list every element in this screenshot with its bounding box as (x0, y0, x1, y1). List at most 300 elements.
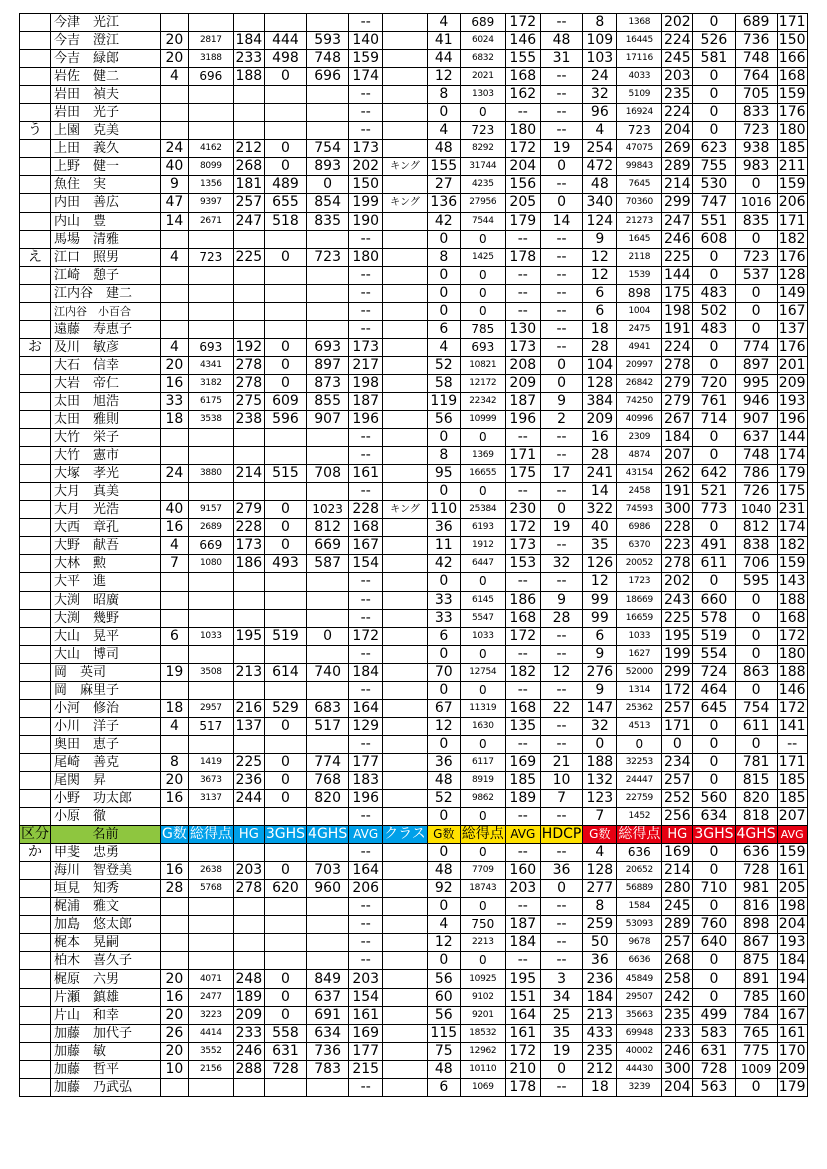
stat-cell (264, 591, 306, 609)
stat-cell: 781 (735, 753, 777, 771)
stat-cell (383, 140, 428, 158)
stat-cell: 202 (349, 158, 383, 176)
stat-cell: 2118 (617, 248, 662, 266)
stat-cell: 92 (427, 880, 460, 898)
stat-cell: 28 (540, 609, 583, 627)
stat-cell: 623 (693, 140, 735, 158)
stat-cell: 257 (662, 934, 693, 952)
stat-cell: 6986 (617, 519, 662, 537)
stat-cell: 234 (662, 753, 693, 771)
kana-group-cell (20, 50, 51, 68)
stat-cell: 228 (233, 519, 264, 537)
stat-cell: -- (540, 266, 583, 284)
stat-cell: -- (540, 338, 583, 356)
stat-cell: 27956 (460, 194, 505, 212)
stat-cell: 5547 (460, 609, 505, 627)
stat-cell: 1004 (617, 302, 662, 320)
table-row (20, 122, 808, 140)
stat-cell: 194 (778, 970, 806, 987)
stat-cell: 7645 (617, 176, 662, 194)
stat-cell: 69948 (617, 1024, 662, 1042)
table-row (20, 465, 808, 483)
stat-cell: 897 (307, 356, 349, 374)
stat-cell: 168 (349, 519, 383, 537)
stat-cell: -- (505, 302, 540, 320)
stat-cell: 0 (264, 970, 306, 988)
stat-cell (383, 1060, 428, 1078)
stat-cell: 554 (693, 645, 735, 663)
stat-cell: 710 (693, 880, 735, 898)
stat-cell: 515 (264, 465, 306, 483)
player-name-cell: 梶浦 雅文 (51, 898, 161, 916)
stat-cell: 784 (735, 1006, 777, 1024)
stat-cell (383, 988, 428, 1006)
stat-cell: 7 (161, 555, 189, 573)
header-g1-total: 総得点 (189, 826, 232, 843)
stat-cell: 209 (778, 1060, 806, 1077)
stat-cell: 4 (427, 122, 460, 140)
stat-cell: -- (540, 573, 583, 591)
stat-cell: 10110 (460, 1060, 505, 1078)
stat-cell (307, 898, 349, 916)
kana-group-cell (20, 86, 51, 104)
stat-cell: 0 (693, 735, 735, 753)
player-name-cell: 大山 晃平 (51, 627, 161, 645)
player-name-cell: 今吉 緑郎 (51, 50, 161, 68)
stat-cell: 190 (349, 212, 383, 230)
stat-cell: 8 (583, 14, 617, 32)
stat-cell: 1033 (617, 627, 662, 645)
stat-cell: 835 (307, 212, 349, 230)
kana-group-cell (20, 1024, 51, 1042)
stat-cell: 818 (735, 808, 777, 826)
stat-cell: 0 (540, 1060, 583, 1078)
stat-cell: 4 (583, 122, 617, 140)
kana-group-cell (20, 699, 51, 717)
stat-cell: 208 (505, 356, 540, 374)
stat-cell: 24 (161, 140, 189, 158)
stat-cell: 20 (161, 771, 189, 789)
stat-cell: 36 (540, 862, 583, 880)
stat-cell: 723 (735, 248, 777, 266)
stat-cell (383, 627, 428, 645)
stat-cell (307, 266, 349, 284)
stat-cell (383, 465, 428, 483)
stat-cell: 0 (264, 68, 306, 86)
stat-cell: 67 (427, 699, 460, 717)
table-row (20, 1006, 808, 1024)
stat-cell (383, 1006, 428, 1024)
stat-cell: 0 (693, 266, 735, 284)
stat-cell: 103 (583, 50, 617, 68)
stat-cell: 693 (307, 338, 349, 356)
header-g1-avg: AVG (349, 826, 383, 844)
stat-cell: 736 (307, 1042, 349, 1060)
stat-cell: -- (349, 429, 383, 447)
stat-cell: 19 (540, 519, 583, 537)
stat-cell: 517 (307, 717, 349, 735)
player-name-cell: 海川 智登美 (51, 862, 161, 880)
stat-cell: 20652 (617, 862, 662, 880)
stat-cell (264, 302, 306, 320)
stat-cell: 213 (583, 1006, 617, 1024)
stat-cell (264, 447, 306, 465)
stat-cell: 175 (505, 465, 540, 483)
stat-cell: 262 (662, 465, 693, 483)
stat-cell: 238 (233, 411, 264, 429)
table-row (20, 645, 808, 663)
stat-cell (161, 916, 189, 934)
stat-cell (383, 1042, 428, 1060)
kana-group-cell (20, 537, 51, 555)
table-row (20, 790, 808, 808)
table-row (20, 862, 808, 880)
stat-cell (383, 1024, 428, 1042)
stat-cell: 960 (307, 880, 349, 898)
stat-cell: 8919 (460, 771, 505, 789)
stat-cell: 611 (735, 717, 777, 735)
kana-group-cell (20, 320, 51, 338)
stat-cell (383, 844, 428, 862)
stat-cell: 32 (540, 555, 583, 573)
kana-group-cell (20, 284, 51, 302)
stat-cell: 202 (662, 14, 693, 32)
table-row (20, 681, 808, 699)
stat-cell: 529 (264, 699, 306, 717)
stat-cell: 3182 (188, 374, 233, 392)
stat-cell: 0 (427, 429, 460, 447)
stat-cell: 209 (778, 374, 806, 391)
stat-cell: 0 (460, 284, 505, 302)
stat-cell: 849 (307, 970, 349, 988)
stat-cell: 214 (662, 862, 693, 880)
kana-group-cell (20, 32, 51, 50)
stat-cell: 1425 (460, 248, 505, 266)
stat-cell: 184 (233, 32, 264, 50)
table-row (20, 194, 808, 212)
stat-cell: 230 (505, 501, 540, 519)
stat-cell: 3239 (617, 1078, 662, 1096)
stat-cell: 202 (662, 573, 693, 591)
stat-cell: 124 (583, 212, 617, 230)
stat-cell: 224 (662, 338, 693, 356)
stat-cell: 210 (505, 1060, 540, 1078)
stat-cell: 2156 (188, 1060, 233, 1078)
player-name-cell: 大渕 昭廣 (51, 591, 161, 609)
table-row (20, 86, 808, 104)
stat-cell: 189 (505, 790, 540, 808)
stat-cell: 12962 (460, 1042, 505, 1060)
stat-cell: 171 (778, 753, 806, 770)
stat-cell: 21 (540, 753, 583, 771)
stat-cell (188, 735, 233, 753)
stat-cell: 203 (662, 68, 693, 86)
stat-cell (307, 122, 349, 140)
stat-cell: 596 (264, 411, 306, 429)
stat-cell: 472 (583, 158, 617, 176)
stat-cell: 6024 (460, 32, 505, 50)
stat-cell: 173 (349, 140, 383, 158)
stat-cell (307, 429, 349, 447)
stat-cell: -- (540, 176, 583, 194)
stat-cell: 0 (540, 880, 583, 898)
stat-cell: 185 (778, 140, 806, 157)
stat-cell: 706 (735, 555, 777, 573)
stat-cell: 35 (540, 1024, 583, 1042)
stat-cell (233, 898, 264, 916)
stat-cell: 0 (460, 104, 505, 122)
stat-cell: 0 (735, 230, 777, 248)
stat-cell: 4162 (188, 140, 233, 158)
stat-cell (188, 934, 233, 952)
stat-cell: 20052 (617, 555, 662, 573)
stat-cell: 9157 (188, 501, 233, 519)
table-row (20, 501, 808, 519)
player-name-cell: 魚住 実 (51, 176, 161, 194)
stat-cell: 40 (161, 158, 189, 176)
stat-cell: 551 (693, 212, 735, 230)
stat-cell: 0 (693, 68, 735, 86)
stat-cell: 640 (693, 934, 735, 952)
stat-cell: 27 (427, 176, 460, 194)
stat-cell (264, 14, 306, 32)
table-body-bottom (20, 844, 808, 1097)
kana-group-cell (20, 916, 51, 934)
stat-cell: 0 (735, 609, 777, 627)
stat-cell: 129 (349, 717, 383, 735)
stat-cell (188, 320, 233, 338)
stat-cell (161, 591, 189, 609)
kana-group-cell (20, 501, 51, 519)
stat-cell (264, 429, 306, 447)
stat-cell: 32253 (617, 753, 662, 771)
stat-cell: 172 (505, 519, 540, 537)
table-row (20, 916, 808, 934)
stat-cell: 907 (307, 411, 349, 429)
table-row (20, 176, 808, 194)
stat-cell: -- (349, 934, 383, 952)
stat-cell: 47075 (617, 140, 662, 158)
table-row (20, 302, 808, 320)
header-g2-hdcp: HDCP (541, 826, 582, 843)
stat-cell: 48 (427, 862, 460, 880)
stat-cell: -- (540, 952, 583, 970)
stat-cell: 0 (264, 158, 306, 176)
table-row (20, 573, 808, 591)
stat-cell: 215 (349, 1060, 383, 1078)
stat-cell: 816 (735, 898, 777, 916)
table-row (20, 483, 808, 501)
stat-cell: 938 (735, 140, 777, 158)
player-name-cell: 江内谷 建二 (51, 284, 161, 302)
stat-cell: 74593 (617, 501, 662, 519)
stat-cell: 740 (307, 663, 349, 681)
stat-cell: 708 (307, 465, 349, 483)
table-body-top (20, 14, 808, 826)
stat-cell: 723 (617, 122, 662, 140)
stat-cell (307, 916, 349, 934)
stat-cell: 40996 (617, 411, 662, 429)
stat-cell: 0 (264, 501, 306, 519)
stat-cell: 693 (188, 338, 233, 356)
header-row (20, 826, 808, 844)
stat-cell: 10 (540, 771, 583, 789)
stat-cell: -- (349, 122, 383, 140)
stat-cell: -- (540, 916, 583, 934)
stat-cell (161, 230, 189, 248)
stat-cell: 14 (583, 483, 617, 501)
stat-cell: 9397 (188, 194, 233, 212)
stat-cell: 172 (505, 627, 540, 645)
table-row (20, 988, 808, 1006)
stat-cell: 205 (778, 880, 806, 897)
stat-cell: 128 (583, 374, 617, 392)
stat-cell: 56 (427, 970, 460, 988)
stat-cell: 25362 (617, 699, 662, 717)
stat-cell: 48 (583, 176, 617, 194)
stat-cell: -- (505, 952, 540, 970)
stat-cell: 774 (735, 338, 777, 356)
stat-cell: -- (777, 735, 807, 753)
stat-cell (264, 934, 306, 952)
stat-cell: 236 (583, 970, 617, 988)
stat-cell: 36 (427, 753, 460, 771)
stat-cell: 518 (264, 212, 306, 230)
kana-group-cell (20, 447, 51, 465)
stat-cell: -- (349, 320, 383, 338)
table-row (20, 880, 808, 898)
kana-group-cell (20, 573, 51, 591)
header-g3-hg: HG (662, 826, 693, 844)
stat-cell: 172 (778, 699, 806, 716)
stat-cell: 198 (349, 374, 383, 392)
table-row (20, 808, 808, 826)
stat-cell: 179 (505, 212, 540, 230)
stat-cell: 173 (505, 338, 540, 356)
stat-cell: 33 (161, 392, 189, 410)
stat-cell (233, 934, 264, 952)
header-g3-total: 総得点 (618, 826, 661, 843)
stat-cell: 198 (778, 898, 806, 915)
stat-cell (307, 573, 349, 591)
stat-cell: 8099 (188, 158, 233, 176)
player-name-cell: 今吉 澄江 (51, 32, 161, 50)
stat-cell: 31 (540, 50, 583, 68)
stat-cell (264, 483, 306, 501)
header-g1-3ghs: 3GHS (265, 826, 306, 843)
stat-cell: 179 (778, 1078, 806, 1095)
stat-cell: 110 (427, 501, 460, 519)
player-name-cell: 甲斐 忠勇 (51, 844, 161, 862)
table-row (20, 519, 808, 537)
stat-cell (383, 790, 428, 808)
stat-cell: 52 (427, 356, 460, 374)
stat-cell (383, 374, 428, 392)
stat-cell: 233 (662, 1024, 693, 1042)
stat-cell: 185 (778, 771, 806, 788)
stat-cell: 723 (307, 248, 349, 266)
stat-cell: 0 (735, 735, 777, 753)
table-row (20, 627, 808, 645)
stat-cell (383, 880, 428, 898)
stat-cell: 0 (735, 284, 777, 302)
stat-cell (233, 573, 264, 591)
stat-cell: 0 (427, 952, 460, 970)
stat-cell: 9 (540, 591, 583, 609)
table-row (20, 591, 808, 609)
stat-cell: 180 (778, 122, 806, 139)
stat-cell: 0 (460, 898, 505, 916)
player-name-cell: 大西 章孔 (51, 519, 161, 537)
stat-cell: 32 (583, 86, 617, 104)
stat-cell: 52 (427, 790, 460, 808)
stat-cell: 755 (693, 158, 735, 176)
player-name-cell: 加藤 加代子 (51, 1024, 161, 1042)
stat-cell: 0 (264, 374, 306, 392)
stat-cell: -- (540, 627, 583, 645)
stat-cell: 149 (778, 284, 806, 301)
stat-cell: 2671 (188, 212, 233, 230)
stat-cell: 0 (460, 681, 505, 699)
stat-cell: 728 (735, 862, 777, 880)
stat-cell: 1303 (460, 86, 505, 104)
stat-cell: 19 (161, 663, 189, 681)
stat-cell: 6145 (460, 591, 505, 609)
stat-cell: キング (383, 158, 428, 176)
stat-cell: 785 (460, 320, 505, 338)
stat-cell: 289 (662, 916, 693, 934)
stat-cell: 683 (307, 699, 349, 717)
stat-cell: 135 (505, 717, 540, 735)
stat-cell (307, 320, 349, 338)
player-name-cell: 垣見 知秀 (51, 880, 161, 898)
stat-cell: 11319 (460, 699, 505, 717)
stat-cell: 171 (778, 212, 806, 229)
kana-group-cell (20, 627, 51, 645)
stat-cell: 12 (427, 68, 460, 86)
stat-cell: 171 (662, 717, 693, 735)
stat-cell: 526 (693, 32, 735, 50)
kana-group-cell (20, 411, 51, 429)
kana-group-cell (20, 771, 51, 789)
kana-group-cell: え (20, 248, 51, 266)
stat-cell: 247 (662, 212, 693, 230)
player-name-cell: 大竹 憲市 (51, 447, 161, 465)
stat-cell (383, 699, 428, 717)
stat-cell (264, 320, 306, 338)
stat-cell: 104 (583, 356, 617, 374)
stat-cell: 155 (427, 158, 460, 176)
stat-cell: 0 (460, 302, 505, 320)
stat-cell: 20 (161, 970, 189, 988)
stat-cell: -- (540, 483, 583, 501)
stat-cell: 502 (693, 302, 735, 320)
stat-cell: 774 (307, 753, 349, 771)
header-kubun: 区分 (21, 826, 49, 843)
stat-cell: 0 (460, 429, 505, 447)
kana-group-cell (20, 970, 51, 988)
stat-cell: 168 (778, 68, 806, 85)
player-name-cell: 加島 悠太郎 (51, 916, 161, 934)
stat-cell: 299 (662, 194, 693, 212)
player-name-cell: 今津 光江 (51, 14, 161, 32)
player-name-cell: 上野 健一 (51, 158, 161, 176)
stat-cell: -- (505, 429, 540, 447)
stat-cell: 212 (233, 140, 264, 158)
stat-cell: 7 (583, 808, 617, 826)
kana-group-cell (20, 555, 51, 573)
table-row (20, 14, 808, 32)
